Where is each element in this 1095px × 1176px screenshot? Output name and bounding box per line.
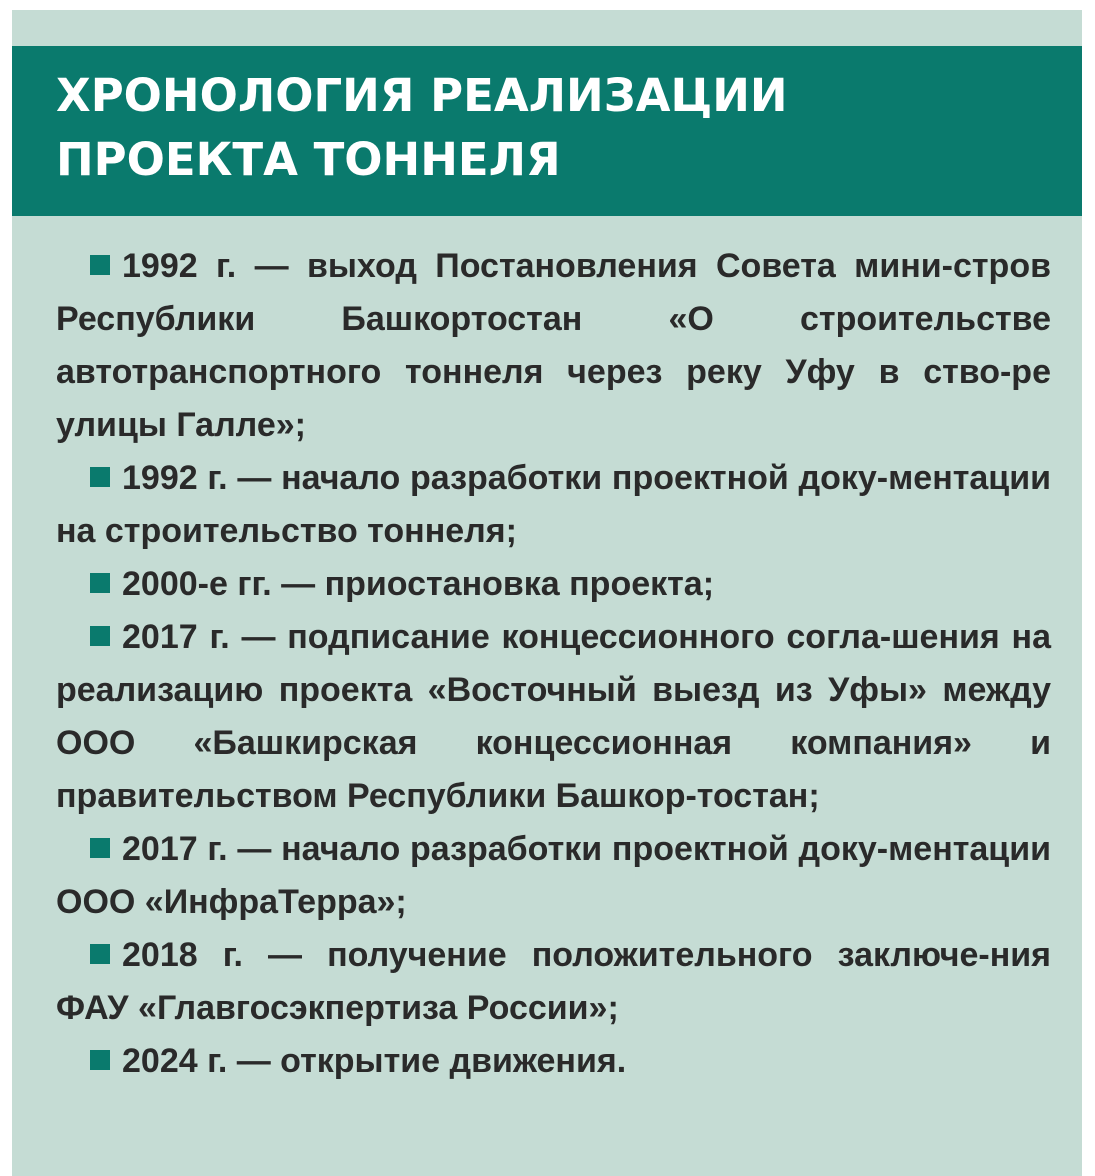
timeline-item bbox=[56, 611, 1051, 823]
square-bullet-icon bbox=[90, 626, 110, 646]
timeline-item-text: 2017 г. — подписание концессионного согла-шения на реализацию проекта «Восточный выезд из Уфы» между ООО «Башкирская концессионная компания» и правительством Республики Башкор-тостан; bbox=[56, 618, 1051, 815]
square-bullet-icon bbox=[90, 573, 110, 593]
square-bullet-icon bbox=[90, 255, 110, 275]
square-bullet-icon bbox=[90, 467, 110, 487]
page-title: ХРОНОЛОГИЯ РЕАЛИЗАЦИИ ПРОЕКТА ТОННЕЛЯ bbox=[56, 69, 788, 186]
timeline-item-text: 1992 г. — выход Постановления Совета мини-стров Республики Башкортостан «О строительстве автотранспортного тоннеля через реку Уфу в ство-ре улицы Галле»; bbox=[56, 247, 1051, 444]
timeline-item-text: 1992 г. — начало разработки проектной доку-ментации на строительство тоннеля; bbox=[56, 459, 1051, 550]
timeline-list bbox=[56, 240, 1051, 1088]
timeline-item-text: 2017 г. — начало разработки проектной доку-ментации ООО «ИнфраТерра»; bbox=[56, 830, 1051, 921]
square-bullet-icon bbox=[90, 944, 110, 964]
title-bar bbox=[12, 46, 1082, 216]
timeline-item bbox=[56, 823, 1051, 929]
chronology-panel bbox=[12, 10, 1082, 1176]
timeline-item bbox=[56, 452, 1051, 558]
square-bullet-icon bbox=[90, 838, 110, 858]
timeline-item bbox=[56, 558, 1051, 611]
timeline-item bbox=[56, 1035, 1051, 1088]
timeline-item-text: 2024 г. — открытие движения. bbox=[122, 1042, 627, 1080]
timeline-item bbox=[56, 929, 1051, 1035]
timeline-item-text: 2018 г. — получение положительного заключе-ния ФАУ «Главгосэкпертиза России»; bbox=[56, 936, 1051, 1027]
square-bullet-icon bbox=[90, 1050, 110, 1070]
timeline-item-text: 2000-е гг. — приостановка проекта; bbox=[122, 565, 715, 603]
timeline-item bbox=[56, 240, 1051, 452]
